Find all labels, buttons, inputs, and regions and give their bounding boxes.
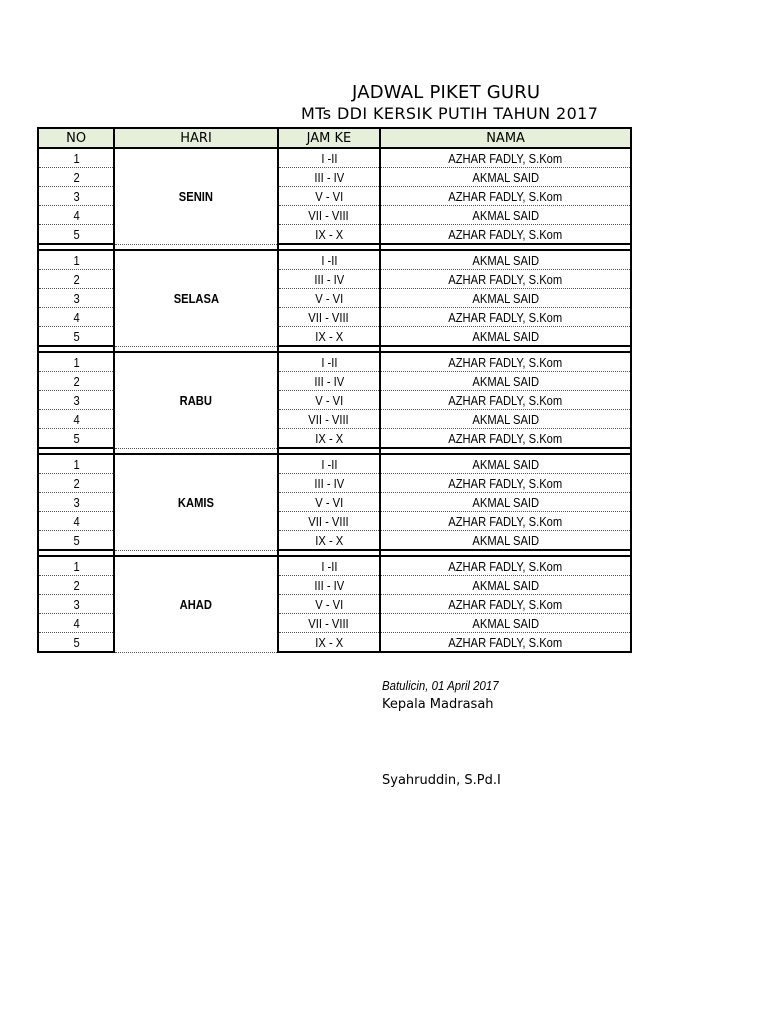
cell-hari: [114, 556, 278, 652]
cell-jam-ke: [278, 474, 380, 493]
cell-nama: [380, 556, 631, 576]
cell-nama: [380, 512, 631, 531]
cell-nama: [380, 289, 631, 308]
cell-nama-text: AZHAR FADLY, S.Kom: [448, 226, 563, 242]
cell-jam-ke-text: VII - VIII: [308, 615, 350, 631]
cell-no: [38, 148, 114, 168]
cell-nama-text: AZHAR FADLY, S.Kom: [448, 475, 563, 491]
cell-jam-ke-text: VII - VIII: [308, 309, 350, 325]
cell-no-text: 4: [73, 615, 80, 631]
table-row: [38, 454, 631, 474]
cell-jam-ke-text: IX - X: [314, 532, 343, 548]
cell-nama-text: AZHAR FADLY, S.Kom: [448, 634, 563, 650]
cell-nama: [380, 410, 631, 429]
cell-nama-text: AZHAR FADLY, S.Kom: [448, 309, 563, 325]
header-hari: HARI: [114, 128, 278, 148]
cell-hari-text: KAMIS: [178, 494, 215, 510]
cell-nama-text: AKMAL SAID: [472, 532, 539, 548]
cell-nama: [380, 493, 631, 512]
cell-jam-ke: [278, 327, 380, 347]
cell-nama-text: AKMAL SAID: [472, 373, 539, 389]
cell-jam-ke: [278, 352, 380, 372]
cell-nama: [380, 352, 631, 372]
cell-no: [38, 556, 114, 576]
cell-no: [38, 595, 114, 614]
cell-jam-ke-text: IX - X: [314, 226, 343, 242]
table-row: [38, 556, 631, 576]
cell-jam-ke-text: III - IV: [314, 577, 344, 593]
cell-nama-text: AZHAR FADLY, S.Kom: [448, 430, 563, 446]
cell-no: [38, 391, 114, 410]
cell-no: [38, 633, 114, 653]
cell-jam-ke: [278, 187, 380, 206]
cell-jam-ke: [278, 391, 380, 410]
cell-jam-ke-text: I -II: [320, 354, 338, 370]
cell-jam-ke: [278, 595, 380, 614]
cell-no-text: 4: [73, 513, 80, 529]
cell-hari: [114, 148, 278, 244]
table-header-row: [38, 128, 631, 148]
cell-nama: [380, 372, 631, 391]
cell-nama-text: AKMAL SAID: [472, 328, 539, 344]
cell-no: [38, 614, 114, 633]
cell-nama-text: AKMAL SAID: [472, 290, 539, 306]
cell-hari: [114, 454, 278, 550]
cell-nama: [380, 148, 631, 168]
cell-nama: [380, 391, 631, 410]
cell-no-text: 1: [73, 558, 80, 574]
cell-no-text: 2: [73, 475, 80, 491]
cell-no: [38, 308, 114, 327]
cell-no-text: 3: [73, 596, 80, 612]
cell-nama: [380, 576, 631, 595]
cell-no: [38, 576, 114, 595]
cell-no-text: 3: [73, 188, 80, 204]
cell-nama-text: AKMAL SAID: [472, 252, 539, 268]
cell-no: [38, 250, 114, 270]
cell-nama-text: AZHAR FADLY, S.Kom: [448, 354, 563, 370]
cell-nama-text: AZHAR FADLY, S.Kom: [448, 188, 563, 204]
cell-nama: [380, 595, 631, 614]
page-title: JADWAL PIKET GURU: [352, 82, 541, 103]
cell-jam-ke-text: I -II: [320, 558, 338, 574]
page-subtitle: MTs DDI KERSIK PUTIH TAHUN 2017: [301, 104, 599, 123]
cell-nama: [380, 454, 631, 474]
cell-no: [38, 512, 114, 531]
cell-jam-ke: [278, 148, 380, 168]
cell-nama: [380, 633, 631, 653]
cell-no-text: 5: [73, 328, 80, 344]
cell-jam-ke-text: III - IV: [314, 271, 344, 287]
cell-hari: [114, 352, 278, 448]
cell-jam-ke-text: V - VI: [314, 392, 343, 408]
cell-nama: [380, 531, 631, 551]
schedule-body: [38, 148, 631, 652]
cell-no-text: 3: [73, 392, 80, 408]
cell-jam-ke-text: V - VI: [314, 494, 343, 510]
cell-no: [38, 493, 114, 512]
cell-nama: [380, 168, 631, 187]
cell-jam-ke: [278, 429, 380, 449]
cell-nama: [380, 187, 631, 206]
cell-hari: [114, 250, 278, 346]
cell-jam-ke-text: V - VI: [314, 290, 343, 306]
cell-nama-text: AZHAR FADLY, S.Kom: [448, 596, 563, 612]
schedule-table: [37, 127, 632, 653]
cell-nama-text: AZHAR FADLY, S.Kom: [448, 150, 563, 166]
cell-no: [38, 187, 114, 206]
cell-no-text: 5: [73, 532, 80, 548]
cell-jam-ke-text: III - IV: [314, 373, 344, 389]
cell-no-text: 5: [73, 634, 80, 650]
cell-no-text: 2: [73, 577, 80, 593]
cell-no: [38, 270, 114, 289]
cell-jam-ke: [278, 454, 380, 474]
cell-jam-ke-text: IX - X: [314, 430, 343, 446]
cell-jam-ke: [278, 410, 380, 429]
cell-no-text: 1: [73, 150, 80, 166]
table-row: [38, 250, 631, 270]
cell-no: [38, 429, 114, 449]
cell-nama-text: AKMAL SAID: [472, 411, 539, 427]
signature-position: Kepala Madrasah: [382, 697, 494, 712]
cell-jam-ke: [278, 556, 380, 576]
cell-no-text: 1: [73, 354, 80, 370]
cell-no: [38, 289, 114, 308]
cell-jam-ke-text: IX - X: [314, 328, 343, 344]
signature-place-date: [382, 678, 515, 693]
cell-no: [38, 352, 114, 372]
cell-hari-text: RABU: [179, 392, 213, 408]
cell-jam-ke: [278, 168, 380, 187]
table-row: [38, 352, 631, 372]
cell-no-text: 1: [73, 456, 80, 472]
cell-jam-ke: [278, 633, 380, 653]
cell-no-text: 4: [73, 207, 80, 223]
cell-jam-ke-text: V - VI: [314, 596, 343, 612]
cell-jam-ke: [278, 531, 380, 551]
table-row: [38, 148, 631, 168]
cell-hari-text: SENIN: [178, 188, 214, 204]
cell-jam-ke-text: I -II: [320, 252, 338, 268]
cell-hari-text: SELASA: [173, 290, 219, 306]
cell-nama: [380, 614, 631, 633]
signature-name: Syahruddin, S.Pd.I: [382, 773, 501, 788]
cell-no-text: 2: [73, 373, 80, 389]
header-nama: NAMA: [380, 128, 631, 148]
place-date-text: Batulicin, 01 April 2017: [382, 678, 499, 693]
cell-nama-text: AKMAL SAID: [472, 494, 539, 510]
cell-no: [38, 206, 114, 225]
cell-no-text: 1: [73, 252, 80, 268]
cell-nama-text: AKMAL SAID: [472, 207, 539, 223]
cell-nama-text: AKMAL SAID: [472, 577, 539, 593]
cell-jam-ke-text: IX - X: [314, 634, 343, 650]
cell-jam-ke: [278, 614, 380, 633]
cell-jam-ke: [278, 289, 380, 308]
cell-no-text: 4: [73, 411, 80, 427]
cell-nama: [380, 250, 631, 270]
cell-no-text: 2: [73, 169, 80, 185]
cell-jam-ke: [278, 225, 380, 245]
header-jam-ke: JAM KE: [278, 128, 380, 148]
header-no: NO: [38, 128, 114, 148]
cell-jam-ke-text: VII - VIII: [308, 207, 350, 223]
cell-jam-ke: [278, 576, 380, 595]
cell-no: [38, 474, 114, 493]
cell-jam-ke-text: III - IV: [314, 475, 344, 491]
cell-nama-text: AZHAR FADLY, S.Kom: [448, 558, 563, 574]
cell-hari-text: AHAD: [179, 596, 213, 612]
cell-jam-ke: [278, 372, 380, 391]
cell-jam-ke: [278, 206, 380, 225]
cell-jam-ke-text: I -II: [320, 150, 338, 166]
cell-nama: [380, 308, 631, 327]
cell-nama-text: AKMAL SAID: [472, 169, 539, 185]
cell-no: [38, 454, 114, 474]
cell-no: [38, 327, 114, 347]
cell-no: [38, 372, 114, 391]
cell-jam-ke-text: I -II: [320, 456, 338, 472]
cell-nama: [380, 225, 631, 245]
cell-jam-ke-text: V - VI: [314, 188, 343, 204]
cell-nama: [380, 429, 631, 449]
cell-nama-text: AKMAL SAID: [472, 615, 539, 631]
cell-jam-ke: [278, 308, 380, 327]
cell-no-text: 2: [73, 271, 80, 287]
cell-no: [38, 410, 114, 429]
cell-no: [38, 531, 114, 551]
cell-jam-ke-text: VII - VIII: [308, 411, 350, 427]
cell-nama-text: AZHAR FADLY, S.Kom: [448, 271, 563, 287]
cell-no: [38, 168, 114, 187]
cell-no: [38, 225, 114, 245]
cell-nama: [380, 474, 631, 493]
cell-no-text: 5: [73, 226, 80, 242]
cell-no-text: 5: [73, 430, 80, 446]
cell-nama-text: AZHAR FADLY, S.Kom: [448, 513, 563, 529]
cell-jam-ke-text: III - IV: [314, 169, 344, 185]
cell-no-text: 3: [73, 494, 80, 510]
cell-jam-ke: [278, 493, 380, 512]
cell-nama: [380, 270, 631, 289]
cell-jam-ke-text: VII - VIII: [308, 513, 350, 529]
cell-nama: [380, 327, 631, 347]
cell-nama-text: AZHAR FADLY, S.Kom: [448, 392, 563, 408]
cell-jam-ke: [278, 512, 380, 531]
cell-no-text: 4: [73, 309, 80, 325]
cell-jam-ke: [278, 250, 380, 270]
cell-nama-text: AKMAL SAID: [472, 456, 539, 472]
cell-nama: [380, 206, 631, 225]
cell-jam-ke: [278, 270, 380, 289]
cell-no-text: 3: [73, 290, 80, 306]
